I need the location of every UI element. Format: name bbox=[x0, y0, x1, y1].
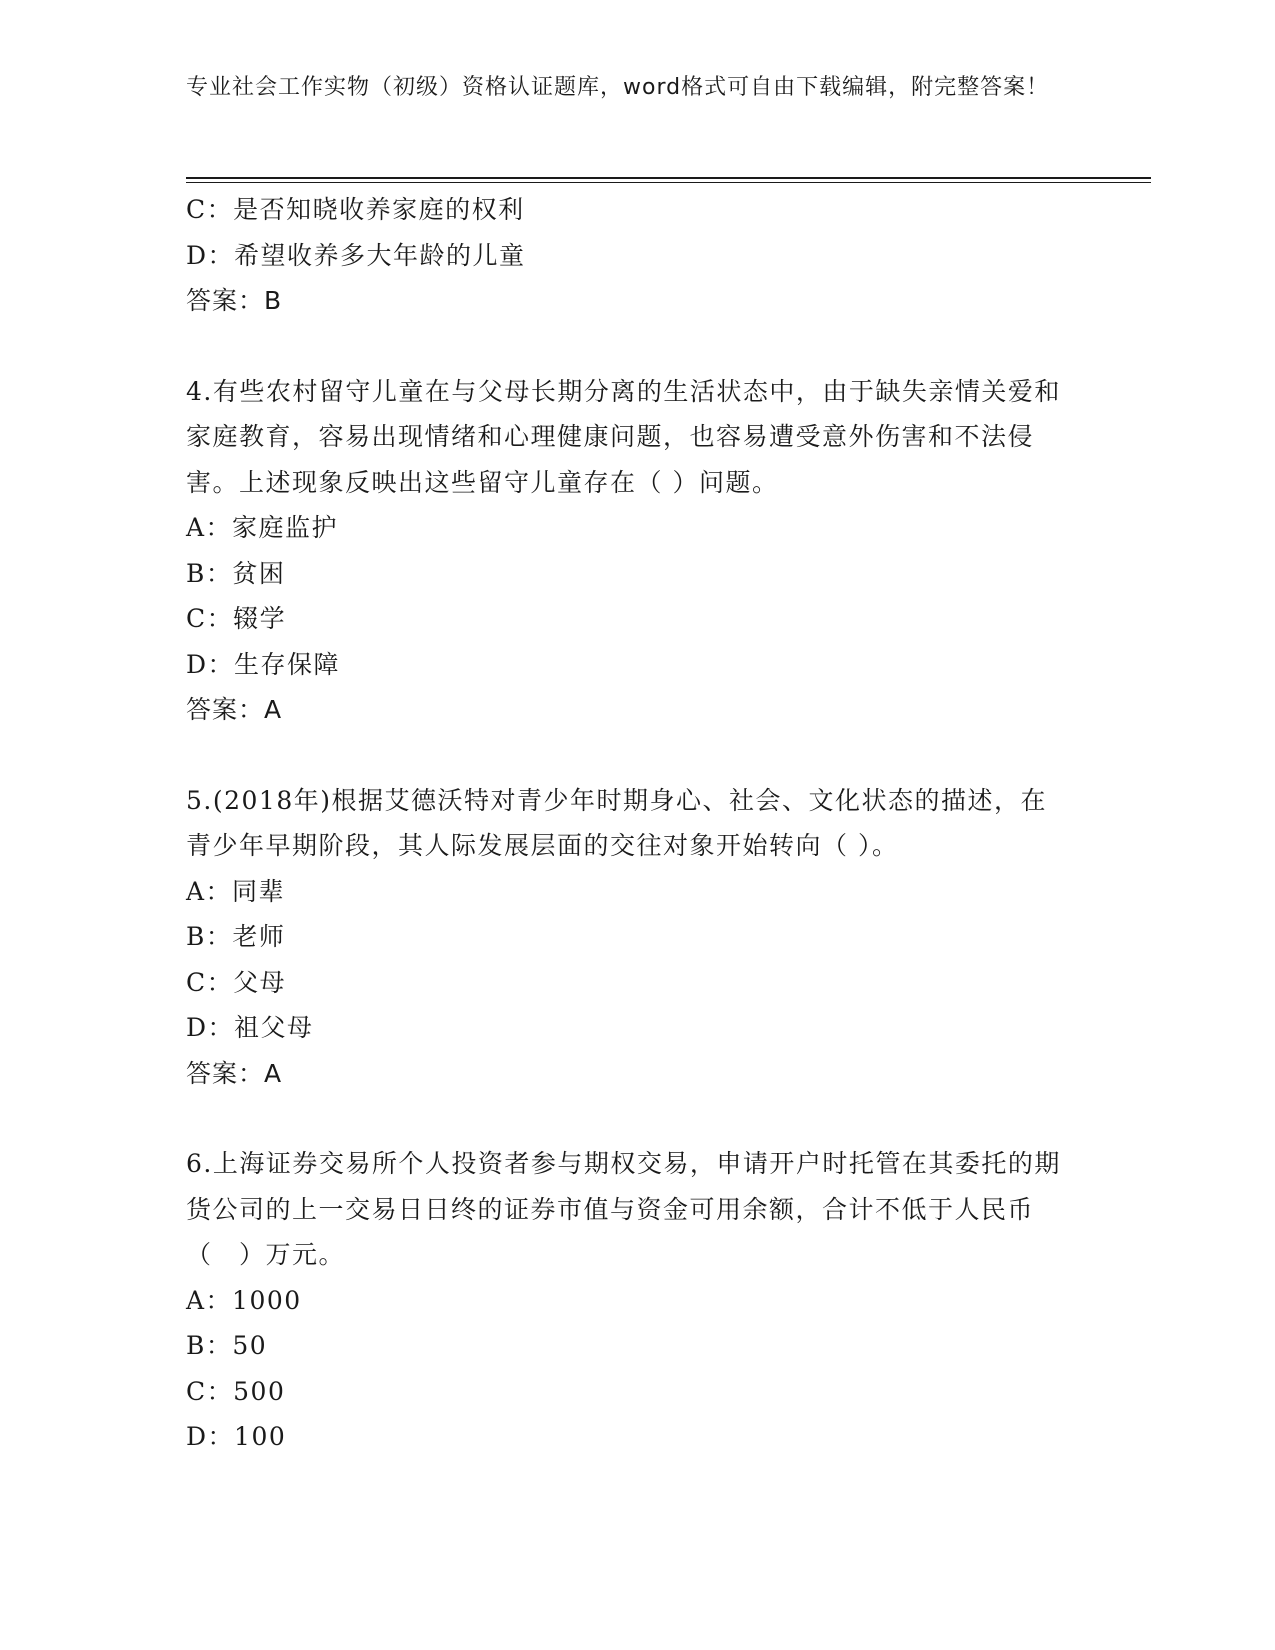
option-c: C：父母 bbox=[186, 967, 287, 997]
option-b: B：50 bbox=[186, 1331, 268, 1360]
page-header-text: 专业社会工作实物（初级）资格认证题库，word格式可自由下载编辑，附完整答案！ bbox=[186, 75, 1050, 100]
header-divider-thin bbox=[186, 182, 1151, 183]
header-divider-thick bbox=[186, 177, 1151, 179]
answer-line: 答案：B bbox=[186, 286, 283, 315]
option-d: D：祖父母 bbox=[186, 1013, 314, 1042]
option-a: A：同辈 bbox=[186, 876, 286, 906]
question-stem: 5.(2018年)根据艾德沃特对青少年时期身心、社会、文化状态的描述，在青少年早期阶段，其人际发展层面的交往对象开始转向（ ）。 bbox=[186, 785, 1047, 860]
answer-line: 答案：A bbox=[186, 695, 283, 724]
option-d: D：100 bbox=[186, 1422, 287, 1451]
spacer bbox=[186, 1096, 1066, 1141]
spacer bbox=[186, 324, 1066, 369]
question-4 bbox=[186, 369, 1066, 733]
question-stem: 4.有些农村留守儿童在与父母长期分离的生活状态中，由于缺失亲情关爱和家庭教育，容易出现情绪和心理健康问题，也容易遭受意外伤害和不法侵害。上述现象反映出这些留守儿童存在（ ）问题。 bbox=[186, 376, 1061, 497]
spacer bbox=[186, 733, 1066, 778]
question-5 bbox=[186, 778, 1066, 1097]
option-a: A：1000 bbox=[186, 1285, 302, 1315]
option-d: D：希望收养多大年龄的儿童 bbox=[186, 240, 526, 270]
option-b: B：老师 bbox=[186, 922, 286, 951]
option-b: B：贫困 bbox=[186, 558, 286, 588]
question-content bbox=[186, 187, 1066, 1460]
option-c: C：500 bbox=[186, 1376, 286, 1406]
option-c: C：是否知晓收养家庭的权利 bbox=[186, 195, 525, 224]
answer-line: 答案：A bbox=[186, 1058, 283, 1088]
question-6 bbox=[186, 1141, 1066, 1460]
option-c: C：辍学 bbox=[186, 604, 287, 633]
prev-question-block bbox=[186, 187, 1066, 324]
question-stem: 6.上海证券交易所个人投资者参与期权交易，申请开户时托管在其委托的期货公司的上一交易日日终的证券市值与资金可用余额，合计不低于人民币（ ）万元。 bbox=[186, 1149, 1061, 1269]
option-a: A：家庭监护 bbox=[186, 513, 339, 542]
option-d: D：生存保障 bbox=[186, 649, 341, 679]
